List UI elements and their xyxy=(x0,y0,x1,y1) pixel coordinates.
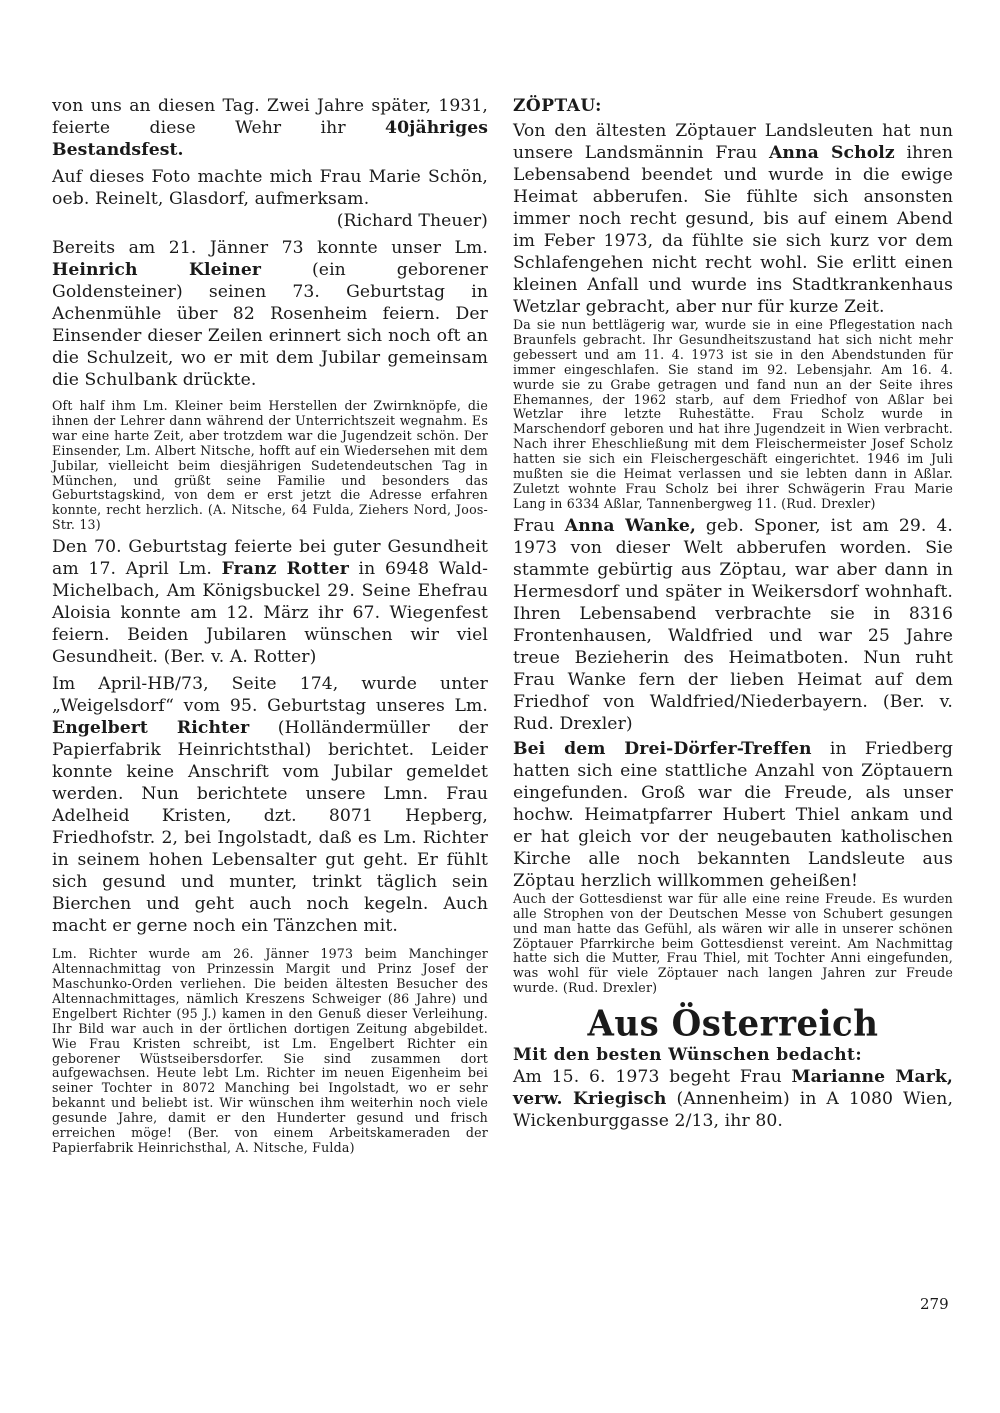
bold-name: Heinrich Kleiner xyxy=(52,260,262,280)
page-number: 279 xyxy=(920,1295,949,1313)
text: in Friedberg hatten sich eine stattliche Anzahl von Zöptauern eingefunden. Groß war die Freude, als unser hochw. Heimatpfarrer Hubert Thiel ankam und er hat gleich vor der neugebauten katholischen Kirche alle noch bekannten Landsleute aus Zöptau herzlich willkommen geheißen! xyxy=(513,738,954,891)
bold-name: Anna Wanke, xyxy=(564,515,696,536)
paragraph-richter-award: Lm. Richter wurde am 26. Jänner 1973 beim Manchinger Altennachmittag von Prinzessin Margit und Prinz Josef der Maschunko-Orden verliehen. Die beiden ältesten Besucher des Altennachmittages, nämlich Kreszens Schweiger (86 Jahre) und Engelbert Richter (95 J.) kamen in den Genuß dieser Verleihung. Ihr Bild war auch in der örtlichen dortigen Zeitung abgebildet. Wie Frau Kristen schreibt, ist Lm. Engelbert Richter ein geborener Wüstseibersdorfer. Sie sind zusammen dort aufgewachsen. Heute lebt Lm. Richter im neuen Eigenheim bei seiner Tochter in 8072 Manching bei Ingolstadt, wo er sehr bekannt und beliebt ist. Wir wünschen ihm weiterhin noch viele gesunde Jahre, damit er den Hunderter gesund und frisch erreichen möge! (Ber. von einem Arbeitskameraden der Papierfabrik Heinrichsthal, A. Nitsche, Fulda) xyxy=(52,946,488,1155)
left-column xyxy=(52,95,488,1156)
text: (ein geborener Goldensteiner) seinen 73. Geburtstag in Achenmühle über 82 Rosenheim feiern. Der Einsender dieser Zeilen erinnert sich noch oft an die Schulzeit, wo er mit dem Jubilar gemeinsam die Schulbank drückte. xyxy=(52,260,488,390)
paragraph-gottesdienst: Auch der Gottesdienst war für alle eine reine Freude. Es wurden alle Strophen von der Deutschen Messe von Schubert gesungen und man hatte das Gefühl, als wären wir alle in unserer schönen Zöptauer Pfarrkirche beim Gottesdienst vereint. Am Nachmittag hatte sich die Mutter, Frau Thiel, mit Tochter Anni eingefunden, was wohl für viele Zöptauer nach langen Jahren zur Freude wurde. (Rud. Drexler) xyxy=(513,890,953,996)
paragraph-heinrich-kleiner xyxy=(52,237,488,391)
paragraph-marianne-mark xyxy=(513,1066,953,1132)
text: Bereits am 21. Jänner 73 konnte unser Lm. xyxy=(52,238,488,258)
text: geb. Sponer, ist am 29. 4. 1973 von dieser Welt abberufen worden. Sie stammte gebürtig aus Zöptau, war aber dann in Hermesdorf und später in Weikersdorf wohnhaft. Ihren Lebensabend verbrachte sie in 8316 Frontenhausen, Waldfried und war 25 Jahre treue Bezieherin des Heimatboten. Nun ruht Frau Wanke fern der lieben Heimat auf dem Friedhof von Waldfried/Niederbayern. (Ber. v. Rud. Drexler) xyxy=(513,515,953,734)
section-heading-aus-oesterreich: Aus Österreich xyxy=(587,1003,879,1046)
paragraph-anna-wanke xyxy=(513,515,953,735)
text: ihren Lebensabend beendet und wurde in die ewige Heimat abberufen. Sie fühlte sich ansonsten immer noch recht gesund, bis auf einem Abend im Feber 1973, da fühlte sie sich kurz vor dem Schlafengehen nicht recht wohl. Sie erlitt einen kleinen Anfall und wurde ins Stadtkrankenhaus Wetzlar gebracht, aber nur für kurze Zeit. xyxy=(513,143,953,317)
signature-richard-theuer: (Richard Theuer) xyxy=(336,211,488,231)
text: Am 15. 6. 1973 begeht Frau xyxy=(513,1067,792,1088)
paragraph-engelbert-richter xyxy=(52,673,488,937)
subheading-best-wishes: Mit den besten Wünschen bedacht: xyxy=(513,1045,862,1066)
text: von uns an diesen Tag. Zwei Jahre später, 1931, feierte diese Wehr ihr xyxy=(52,96,488,138)
section-heading-zoeptau: ZÖPTAU: xyxy=(513,96,602,116)
bold-title: Bei dem Drei-Dörfer-Treffen xyxy=(513,738,812,759)
paragraph-anna-scholz xyxy=(513,120,953,318)
text: (Annenheim) in A 1080 Wien, Wickenburggasse 2/13, ihr 80. xyxy=(513,1089,954,1132)
bold-name: Marianne Mark, verw. Kriegisch xyxy=(513,1067,953,1110)
paragraph-kleiner-memories: Oft half ihm Lm. Kleiner beim Herstellen der Zwirnknöpfe, die ihnen der Lehrer dann während der Unterrichtszeit wegnahm. Es war eine harte Zeit, aber trotzdem war die Jugendzeit schön. Der Einsender, Lm. Albert Nitsche, hofft auf ein Wiedersehen mit dem Jubilar, vielleicht beim diesjährigen Sudetendeutschen Tag in München, und grüßt seine Familie und besonders das Geburtstagskind, von dem er erst jetzt die Adresse erfahren konnte, recht herzlich. (A. Nitsche, 64 Fulda, Ziehers Nord, Joos-Str. 13) xyxy=(52,398,488,533)
text: Den 70. Geburtstag feierte bei guter Gesundheit am 17. April Lm. xyxy=(52,537,488,580)
paragraph-franz-rotter xyxy=(52,536,488,668)
bold-name: Franz Rotter xyxy=(221,559,349,580)
paragraph-drei-doerfer-treffen xyxy=(513,738,953,892)
text: (Holländermüller der Papierfabrik Heinrichtsthal) berichtet. Leider konnte keine Anschrift vom Jubilar gemeldet werden. Nun berichtete unsere Lmn. Frau Adelheid Kristen, dzt. 8071 Hepberg, Friedhofstr. 2, bei Ingolstadt, daß es Lm. Richter in seinem hohen Lebensalter gut geht. Er fühlt sich gesund und munter, trinkt täglich sein Bierchen und geht auch noch kegeln. Auch macht er gerne noch ein Tänzchen mit. xyxy=(52,718,488,937)
bold-name: Anna Scholz xyxy=(768,143,895,163)
paragraph-scholz-details: Da sie nun bettlägerig war, wurde sie in eine Pflegestation nach Braunfels gebracht. Ihr Gesundheitszustand hat sich nicht mehr gebessert und am 11. 4. 1973 ist sie in den Abendstunden für immer eingeschlafen. Sie stand im 92. Lebensjahr. Am 16. 4. wurde sie zu Grabe getragen und fand nun an der Seite ihres Ehemannes, der 1962 starb, auf dem Friedhof von Aßlar bei Wetzlar ihre letzte Ruhestätte. Frau Scholz wurde in Marschendorf geboren und hat ihre Jugendzeit in Wien verbracht. Nach ihrer Eheschließung mit dem Fleischermeister Josef Scholz hatten sie sich ein Fleischergeschäft eingerichtet. 1946 im Juli mußten sie die Heimat verlassen und sie lebten dann in Aßlar. Zuletzt wohnte Frau Scholz bei ihrer Schwägerin Frau Marie Lang in 6334 Aßlar, Tannenbergweg 11. (Rud. Drexler) xyxy=(513,317,953,511)
text: Frau xyxy=(513,515,565,536)
text: Auf dieses Foto machte mich Frau Marie Schön, oeb. Reinelt, Glasdorf, aufmerksam. xyxy=(52,167,488,209)
bold-name: Engelbert Richter xyxy=(52,718,250,739)
right-column xyxy=(513,95,953,1132)
text: Im April-HB/73, Seite 174, wurde unter „Weigelsdorf“ vom 95. Geburtstag unseres Lm. xyxy=(52,674,488,717)
text: Von den ältesten Zöptauer Landsleuten hat nun unsere Landsmännin Frau xyxy=(513,121,953,163)
paragraph-fire-brigade xyxy=(52,95,488,161)
text: in 6948 Wald-Michelbach, Am Königsbuckel 29. Seine Ehefrau Aloisia konnte am 12. März ihr 67. Wiegenfest feiern. Beiden Jubilaren wünschen wir viel Gesundheit. (Ber. v. A. Rotter) xyxy=(52,559,488,668)
bold-text: 40jähriges Bestandsfest. xyxy=(52,118,488,160)
paragraph-photo-credit xyxy=(52,166,488,210)
